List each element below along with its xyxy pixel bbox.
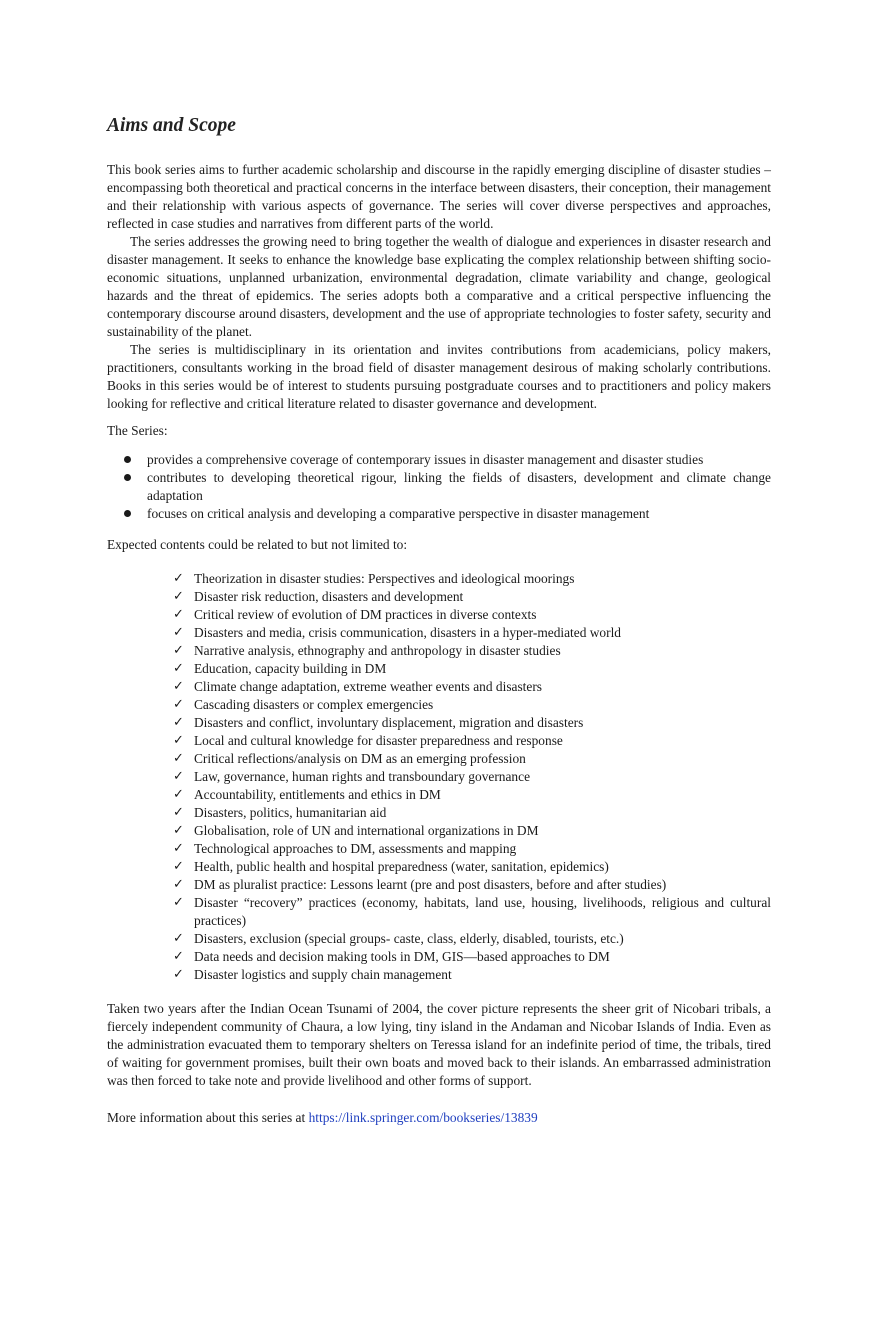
page-title: Aims and Scope <box>107 115 236 136</box>
check-icon: ✓ <box>173 787 184 802</box>
checklist-item <box>173 570 771 588</box>
check-icon: ✓ <box>173 931 184 946</box>
checklist-item <box>173 966 771 984</box>
checklist-item <box>173 750 771 768</box>
checklist-text: Accountability, entitlements and ethics in DM <box>194 787 441 802</box>
intro-paragraph: This book series aims to further academic scholarship and discourse in the rapidly emerging discipline of disaster studies – encompassing both theoretical and practical concerns in the interface between disasters, their conception, their management and their relationship with various aspects of governance. The series will cover diverse perspectives and approaches, reflected in case studies and narratives from different parts of the world. <box>107 162 771 231</box>
checklist-text: DM as pluralist practice: Lessons learnt (pre and post disasters, before and after studies) <box>194 877 667 892</box>
checklist-text: Data needs and decision making tools in DM, GIS—based approaches to DM <box>194 949 610 964</box>
checklist-text: Critical review of evolution of DM practices in diverse contexts <box>194 607 537 622</box>
check-icon: ✓ <box>173 607 184 622</box>
checklist-text: Disaster risk reduction, disasters and development <box>194 589 464 604</box>
checklist-text: Local and cultural knowledge for disaster preparedness and response <box>194 733 563 748</box>
page-content <box>107 112 771 1127</box>
checklist-text: Disasters and media, crisis communication, disasters in a hyper-mediated world <box>194 625 622 640</box>
check-icon: ✓ <box>173 841 184 856</box>
check-icon: ✓ <box>173 589 184 604</box>
checklist-item <box>173 804 771 822</box>
bullet-text: contributes to developing theoretical rigour, linking the fields of disasters, development and climate change adaptation <box>147 470 771 503</box>
bullet-icon <box>125 511 130 516</box>
checklist-text: Disaster logistics and supply chain management <box>194 967 452 982</box>
checklist-item <box>173 894 771 930</box>
checklist-text: Disaster “recovery” practices (economy, habitats, land use, housing, livelihoods, religious and cultural practices) <box>194 895 771 928</box>
check-icon: ✓ <box>173 769 184 784</box>
check-icon: ✓ <box>173 859 184 874</box>
checklist-text: Disasters, politics, humanitarian aid <box>194 805 387 820</box>
checklist-item <box>173 588 771 606</box>
check-icon: ✓ <box>173 661 184 676</box>
checklist-text: Disasters, exclusion (special groups- caste, class, elderly, disabled, tourists, etc.) <box>194 931 624 946</box>
cover-description-paragraph: Taken two years after the Indian Ocean Tsunami of 2004, the cover picture represents the sheer grit of Nicobari tribals, a fiercely independent community of Chaura, a low lying, tiny island in the Andaman and Nicobar Islands of India. Even as the administration evacuated them to temporary shelters on Teressa island for an indefinite period of time, the tribals, tired of waiting for government promises, built their own boats and moved back to their islands. An embarrassed administration was then forced to take note and provide livelihood and other forms of support. <box>107 1001 771 1088</box>
check-icon: ✓ <box>173 751 184 766</box>
check-icon: ✓ <box>173 679 184 694</box>
checklist-item <box>173 732 771 750</box>
check-icon: ✓ <box>173 643 184 658</box>
bullet-icon <box>125 457 130 462</box>
checklist-item <box>173 768 771 786</box>
series-link[interactable]: https://link.springer.com/bookseries/13839 <box>308 1110 538 1125</box>
series-label: The Series: <box>107 423 168 438</box>
checklist-item <box>173 678 771 696</box>
scope-paragraph: The series addresses the growing need to bring together the wealth of dialogue and experiences in disaster research and disaster management. It seeks to enhance the knowledge base explicating the complex relationship between shifting socio-economic situations, unplanned urbanization, environmental degradation, climate variability and change, geological hazards and the threat of epidemics. The series adopts both a comparative and a critical perspective influencing the contemporary discourse around disasters, development and the use of appropriate technologies to foster safety, security and sustainability of the planet. <box>107 234 771 339</box>
check-icon: ✓ <box>173 733 184 748</box>
bullet-text: provides a comprehensive coverage of contemporary issues in disaster management and disaster studies <box>147 452 704 467</box>
check-icon: ✓ <box>173 697 184 712</box>
checklist-text: Health, public health and hospital preparedness (water, sanitation, epidemics) <box>194 859 609 874</box>
bullet-text: focuses on critical analysis and developing a comparative perspective in disaster management <box>147 506 650 521</box>
checklist-item <box>173 696 771 714</box>
checklist-item <box>173 840 771 858</box>
check-icon: ✓ <box>173 571 184 586</box>
expected-contents-checklist <box>107 570 771 984</box>
checklist-item <box>173 858 771 876</box>
checklist-text: Cascading disasters or complex emergencies <box>194 697 434 712</box>
check-icon: ✓ <box>173 967 184 982</box>
checklist-text: Narrative analysis, ethnography and anthropology in disaster studies <box>194 643 561 658</box>
checklist-item <box>173 606 771 624</box>
checklist-item <box>173 822 771 840</box>
checklist-item <box>173 930 771 948</box>
bullet-item <box>125 469 771 505</box>
checklist-item <box>173 876 771 894</box>
checklist-item <box>173 642 771 660</box>
series-bullet-list <box>107 451 771 523</box>
checklist-item <box>173 714 771 732</box>
more-info-prefix: More information about this series at <box>107 1110 309 1125</box>
expected-contents-label: Expected contents could be related to but not limited to: <box>107 537 408 552</box>
checklist-text: Disasters and conflict, involuntary displacement, migration and disasters <box>194 715 584 730</box>
check-icon: ✓ <box>173 949 184 964</box>
checklist-item <box>173 786 771 804</box>
bullet-item <box>125 451 771 469</box>
checklist-text: Technological approaches to DM, assessments and mapping <box>194 841 517 856</box>
check-icon: ✓ <box>173 877 184 892</box>
bullet-icon <box>125 475 130 480</box>
checklist-item <box>173 660 771 678</box>
checklist-text: Education, capacity building in DM <box>194 661 387 676</box>
checklist-item <box>173 624 771 642</box>
check-icon: ✓ <box>173 895 184 910</box>
audience-paragraph: The series is multidisciplinary in its orientation and invites contributions from academicians, policy makers, practitioners, consultants working in the broad field of disaster management desirous of making scholarly contributions. Books in this series would be of interest to students pursuing postgraduate courses and to practitioners and policy makers looking for reflective and critical literature related to disaster governance and development. <box>107 342 771 411</box>
check-icon: ✓ <box>173 625 184 640</box>
checklist-text: Climate change adaptation, extreme weather events and disasters <box>194 679 543 694</box>
checklist-text: Theorization in disaster studies: Perspectives and ideological moorings <box>194 571 575 586</box>
check-icon: ✓ <box>173 805 184 820</box>
checklist-text: Law, governance, human rights and transboundary governance <box>194 769 531 784</box>
bullet-item <box>125 505 771 523</box>
checklist-item <box>173 948 771 966</box>
check-icon: ✓ <box>173 823 184 838</box>
checklist-text: Globalisation, role of UN and international organizations in DM <box>194 823 539 838</box>
checklist-text: Critical reflections/analysis on DM as an emerging profession <box>194 751 526 766</box>
check-icon: ✓ <box>173 715 184 730</box>
more-info-line <box>107 1109 771 1127</box>
